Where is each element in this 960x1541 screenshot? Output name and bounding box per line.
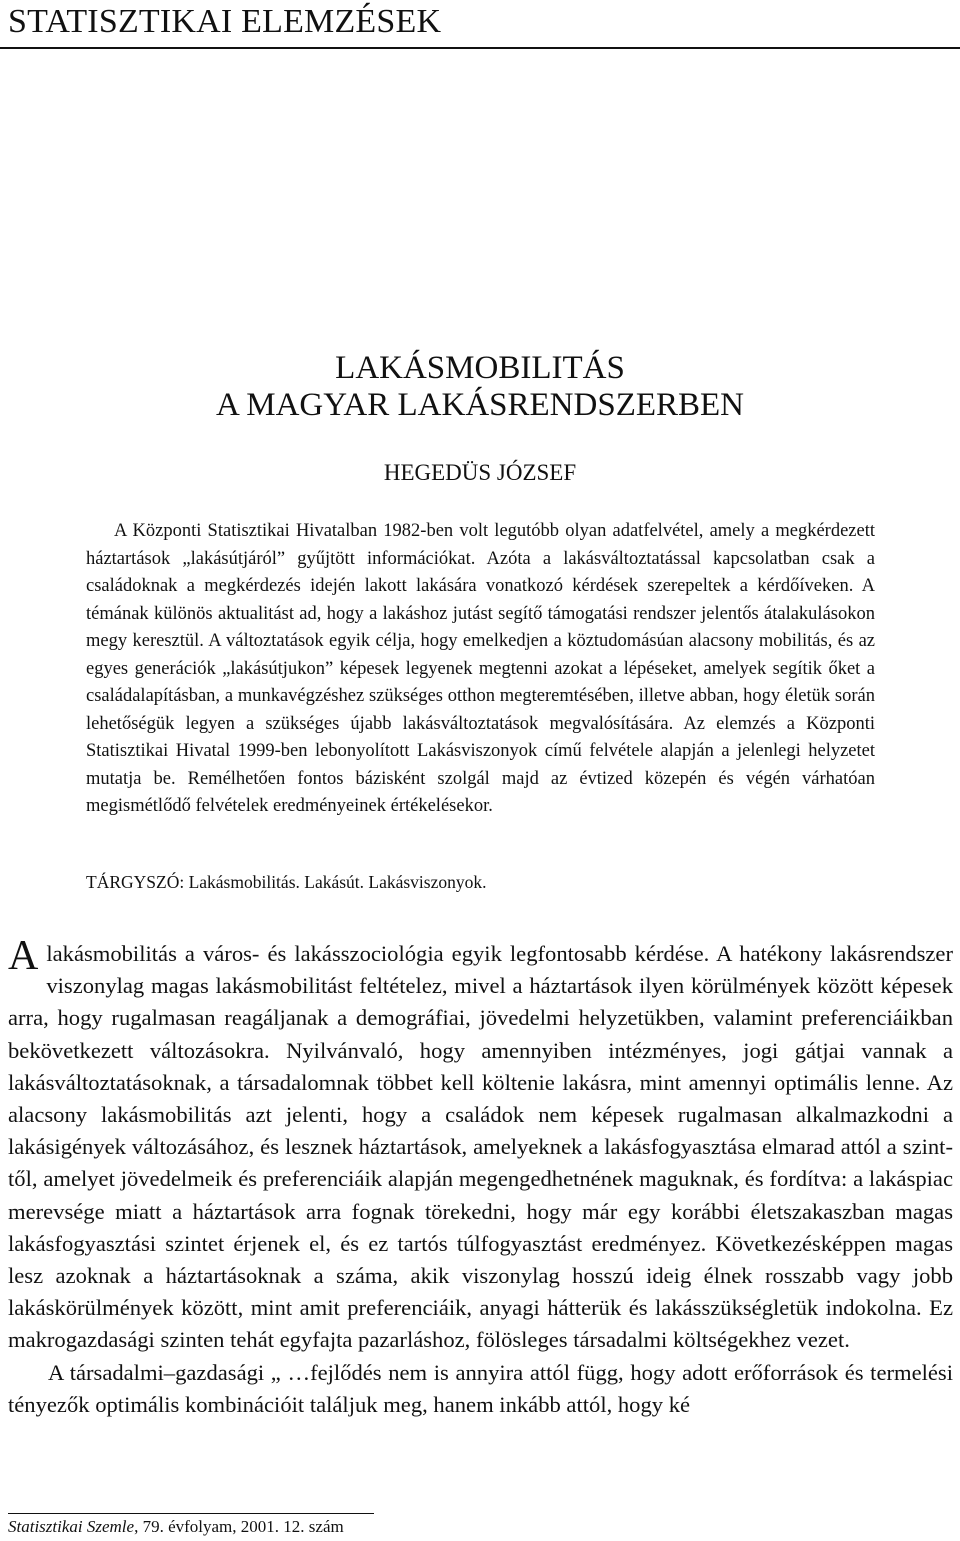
- abstract: A Központi Statisztikai Hivatalban 1982-ben volt legutóbb olyan adatfelvétel, amely a megkérdezett háztartások „lakásútjáról” gyűjtött információkat. Azóta a lakásváltoztatással kapcsolatban csak a családoknak a megkérdezés idején lakott lakására vonatkozó kérdések szerepeltek a kérdőíveken. A témának különös aktualitást ad, hogy a lakáshoz jutást segítő támogatási rendszer jelentős átalakulásokon megy keresztül. A változtatások egyik célja, hogy emelkedjen a köztudomásúan alacsony mobilitás, és az egyes generációk „lakásútjukon” képesek legyenek megtenni azokat a lépéseket, amelyek segítik őket a családalapításban, a munkavégzéshez szükséges otthon megteremtésében, illetve abban, hogy életük során lehetőségük legyen a szükséges újabb lakásváltoztatások megvalósítására. Az elemzés a Központi Statisztikai Hivatal 1999-ben lebonyolított Lakásviszonyok című felvétele alapján a jelenlegi helyzetet mutatja be. Remélhetően fontos bázisként szolgál majd az évtized közepén és végén várhatóan megismétlődő felvételek eredményeinek értékelésekor.: [86, 521, 875, 816]
- paragraph-1-text: lakásmobilitás a város- és lakásszociológia egyik legfontosabb kérdése. A hatékony lakásrendszer viszonylag magas lakásmobilitást feltételez, mivel a háztartások ilyen körülmények között képesek arra, hogy rugalmasan reagáljanak a demográfiai, jövedelmi helyzetükben, valamint preferenciáikban bekövetkezett változásokra. Nyilvánvaló, hogy amennyiben intézményes, jogi gátjai vannak a lakásváltoztatásoknak, a társadalomnak többet kell költenie lakásra, mint amennyi optimális lenne. Az alacsony lakásmobilitás azt jelenti, hogy a családok nem képesek rugalmasan alkalmazkodni a lakásigények változásához, és lesznek háztartások, amelyeknek a lakásfogyasztása elmarad attól a szinttől, amelyet jövedelmeik és preferenciáik alapján megengedhetnének maguknak, és fordítva: a lakáspiac merevsége miatt a háztartások arra fognak törekedni, hogy már egy korábbi életszakaszban magas lakásfogyasztási szintet érjenek el, és ez tartós túlfogyasztást eredményez. Következésképpen magas lesz azoknak a háztartásoknak a száma, akik viszonylag hosszú ideig élnek rosszabb vagy jobb lakáskörülmények között, mint amit preferenciáik, anyagi hátterük és lakásszükségletük indokolna. Ez makrogazdasági szinten tehát egyfajta pazarláshoz, fölösleges társadalmi költségekhez vezet.: [8, 941, 953, 1353]
- journal-footer: [8, 1516, 344, 1538]
- body-paragraph-1: [8, 933, 953, 1357]
- author-name: HEGEDÜS JÓZSEF: [383, 460, 577, 485]
- journal-issue: , 79. évfolyam, 2001. 12. szám: [134, 1517, 344, 1536]
- journal-name: Statisztikai Szemle: [8, 1517, 135, 1536]
- drop-cap: A: [8, 933, 39, 979]
- keywords: [86, 870, 487, 894]
- keywords-list: Lakásmobilitás. Lakásút. Lakásviszonyok.: [184, 872, 487, 892]
- body-paragraph-2: A társadalmi–gazdasági „ …fejlődés nem is annyira attól függ, hogy adott erőforrások és termelési tényezők optimális kombinációit találjuk meg, hanem inkább attól, hogy ké: [8, 1359, 953, 1417]
- header-rule: [0, 47, 960, 49]
- article-title-line-1: LAKÁSMOBILITÁS: [335, 350, 625, 386]
- keywords-label: TÁRGYSZÓ:: [86, 872, 185, 892]
- footer-rule: [8, 1513, 374, 1514]
- article-body: [8, 933, 953, 1421]
- article-title-line-2: A MAGYAR LAKÁSRENDSZERBEN: [215, 387, 745, 423]
- section-header: STATISZTIKAI ELEMZÉSEK: [8, 3, 442, 40]
